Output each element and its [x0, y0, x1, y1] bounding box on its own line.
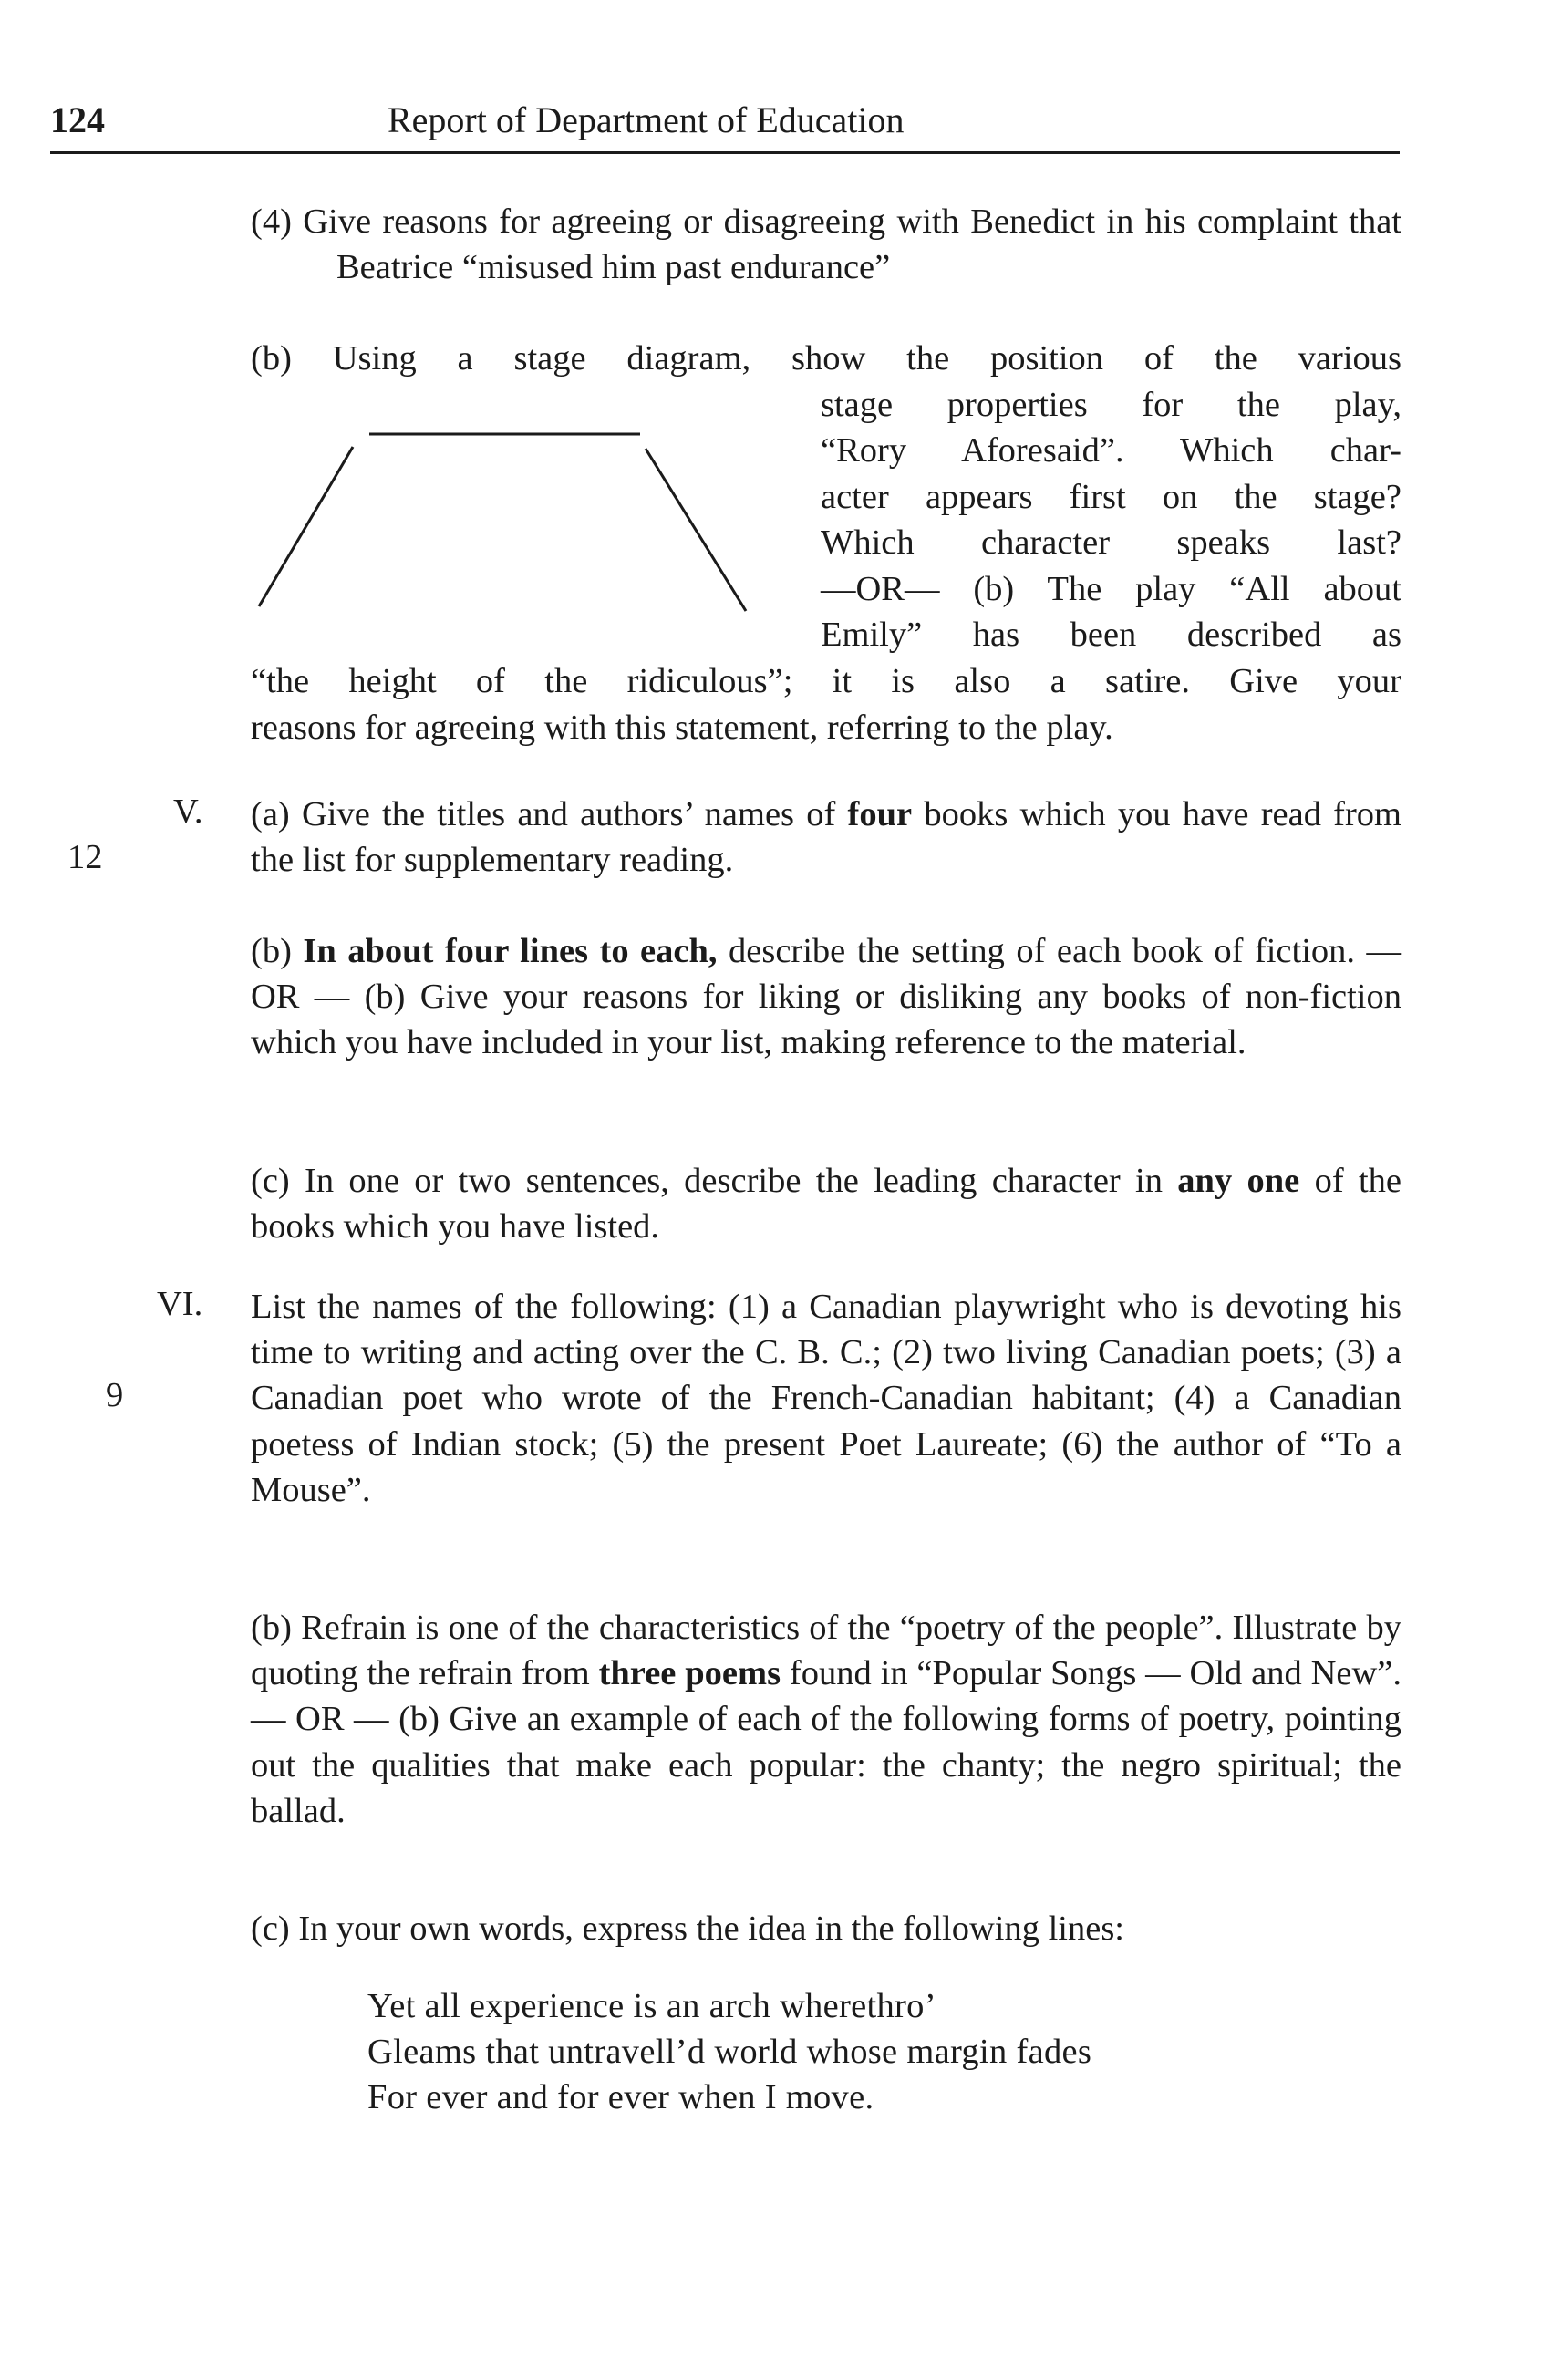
poem-line-3: For ever and for ever when I move. — [367, 2078, 874, 2116]
poem-line-1: Yet all experience is an arch wherethro’ — [367, 1987, 936, 2025]
question-vi-a-text: List the names of the following: (1) a Canadian playwright who is devoting his time to writing and acting over the C. B. C.; (2) two living Canadian poets; (3) a Canadian poet who wrote of the French-Canadian habitant; (4) a Canadian poetess of Indian stock; (5) the present Poet Laureate; (6) the author of “To a Mouse”. — [251, 1288, 1401, 1509]
section-v-numeral: V. — [173, 792, 203, 831]
question-v-c — [251, 1158, 1401, 1249]
question-iv-b-line-6: —OR— (b) The play “All about — [821, 569, 1401, 608]
question-iv-b-line-3: “Rory Aforesaid”. Which char- — [821, 431, 1401, 470]
section-vi-marks: 9 — [106, 1376, 124, 1414]
question-iv-b-line-7: Emily” has been described as — [821, 616, 1401, 654]
section-vi-numeral: VI. — [157, 1285, 203, 1323]
section-v-marks: 12 — [67, 838, 103, 876]
page-number: 124 — [50, 99, 105, 140]
question-v-a — [251, 792, 1401, 883]
header-rule — [50, 151, 1400, 154]
quoted-poem — [367, 1983, 1091, 2120]
stage-diagram — [246, 419, 775, 629]
question-vi-c — [251, 1906, 1401, 1951]
question-vi-b-emphasis: three poems — [598, 1654, 781, 1693]
question-iv-b-line-5: Which character speaks last? — [821, 523, 1401, 562]
stage-left-wing — [259, 447, 353, 606]
question-vi-b-text-end: found in “Popular Songs — Old and New”. — OR — (b) Give an example of each of the following forms of poetry, pointing out the qualities that make each popular: the chanty; the negro spiritual; the ballad. — [251, 1654, 1402, 1830]
stage-right-wing — [646, 449, 746, 611]
question-iv-4 — [251, 199, 1401, 290]
question-v-b-label: (b) — [251, 932, 304, 970]
running-title: Report of Department of Education — [388, 99, 905, 140]
question-v-a-emphasis: four — [847, 795, 913, 833]
question-vi-b — [251, 1605, 1401, 1834]
question-vi-a — [251, 1284, 1401, 1513]
question-iv-b-line-4: acter appears first on the stage? — [821, 477, 1401, 516]
question-iv-b-line-8: “the height of the ridiculous”; it is also a satire. Give your — [251, 662, 1401, 700]
question-v-a-text: (a) Give the titles and authors’ names of — [251, 795, 848, 833]
question-iv-b-line-1: (b) Using a stage diagram, show the position of the various — [251, 339, 1401, 378]
question-vi-c-text: (c) In your own words, express the idea in the following lines: — [251, 1909, 1125, 1948]
question-v-a-text-end: books which you have read from the list for supplementary reading. — [251, 795, 1401, 880]
question-iv-b-line-9: reasons for agreeing with this statement, referring to the play. — [251, 708, 1113, 747]
question-v-c-text: (c) In one or two sentences, describe the leading character in — [251, 1162, 1178, 1200]
question-iv-b-continued — [251, 658, 1401, 750]
question-v-b-text: describe the setting of each book of fiction. —OR — (b) Give your reasons for liking or disliking any books of non-fiction which you have included in your list, making reference to the material. — [251, 932, 1401, 1062]
poem-line-2: Gleams that untravell’d world whose margin fades — [367, 2033, 1092, 2071]
question-iv-b-line-2: stage properties for the play, — [821, 385, 1401, 424]
question-v-c-text-end: of the books which you have listed. — [251, 1162, 1401, 1247]
question-vi-b-text: (b) Refrain is one of the characteristics of the “poetry of the people”. Illustrate by quoting the refrain from — [251, 1609, 1401, 1693]
question-v-b-emphasis: In about four lines to each, — [303, 932, 718, 970]
question-iv-4-text: (4) Give reasons for agreeing or disagreeing with Benedict in his complaint that Beatrice “misused him past endurance” — [251, 202, 1401, 286]
question-v-c-emphasis: any one — [1177, 1162, 1300, 1200]
question-v-b — [251, 928, 1401, 1066]
